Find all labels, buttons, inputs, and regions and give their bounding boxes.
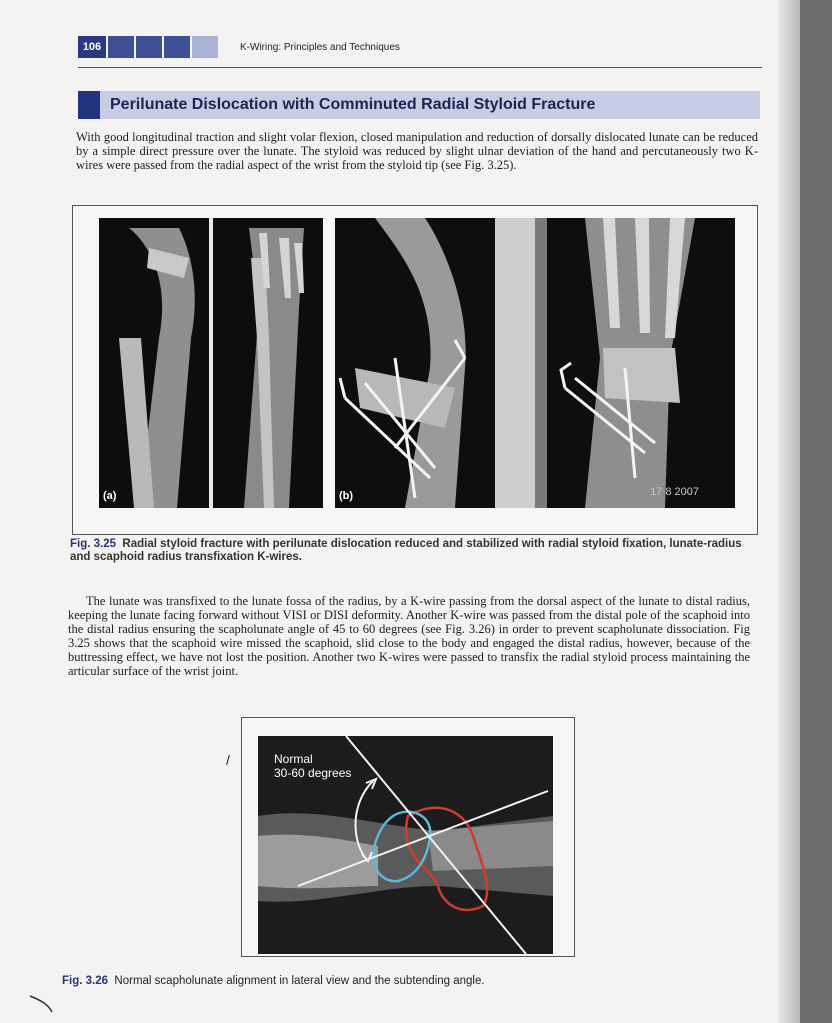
section-heading-bar bbox=[78, 91, 100, 119]
page-curl-mark bbox=[28, 992, 58, 1016]
caption-ref: Fig. 3.25 bbox=[70, 538, 117, 550]
figure-3-25-caption bbox=[70, 538, 758, 564]
figure-3-26-caption bbox=[62, 975, 742, 988]
header-block bbox=[192, 36, 218, 58]
figure-3-26 bbox=[241, 717, 575, 957]
annotation-line-1: Normal bbox=[274, 752, 313, 766]
header-block bbox=[108, 36, 134, 58]
xray-b-image bbox=[335, 218, 735, 508]
xray-a-image bbox=[99, 218, 323, 508]
caption-ref: Fig. 3.26 bbox=[62, 975, 109, 987]
running-title: K-Wiring: Principles and Techniques bbox=[240, 42, 400, 53]
page-number: 106 bbox=[78, 36, 106, 58]
panel-label-a: (a) bbox=[103, 490, 117, 502]
panel-label-b: (b) bbox=[339, 490, 354, 502]
header-block bbox=[136, 36, 162, 58]
xray-lateral-wrist bbox=[258, 736, 553, 954]
angle-annotation bbox=[274, 752, 351, 780]
body-paragraph-1: With good longitudinal traction and slight volar flexion, closed manipulation and reduction of dorsally dislocated lunate can be reduced by a simple direct pressure over the lunate. The styloid was reduced by slight ulnar deviation of the hand and percutaneously two K-wires were passed from the radial aspect of the wrist from the styloid tip (see Fig. 3.25). bbox=[76, 130, 758, 172]
page-gutter-shadow bbox=[778, 0, 800, 1023]
section-heading bbox=[78, 91, 760, 119]
section-title: Perilunate Dislocation with Comminuted Radial Styloid Fracture bbox=[110, 96, 596, 113]
date-stamp: 17 8 2007 bbox=[650, 486, 699, 498]
caption-text: Radial styloid fracture with perilunate dislocation reduced and stabilized with radial styloid fixation, lunate-radius and scaphoid radius transfixation K-wires. bbox=[70, 538, 742, 563]
pen-mark: / bbox=[226, 752, 230, 768]
caption-text: Normal scapholunate alignment in lateral view and the subtending angle. bbox=[114, 975, 485, 987]
xray-panel-a bbox=[99, 218, 323, 508]
body-paragraph-2: The lunate was transfixed to the lunate fossa of the radius, by a K-wire passing from the dorsal aspect of the lunate to distal radius, keeping the lunate facing forward without VISI or DISI deformity. Another K-wire was passed from the distal pole of the scaphoid into the distal radius ensuring the scapholunate angle of 45 to 60 degrees (see Fig. 3.26) in order to prevent scapholunate dissociation. Fig 3.25 shows that the scaphoid wire missed the scaphoid, slid close to the body and engaged the distal radius, however, because of the buttressing effect, we have not lost the position. Another two K-wires were passed to transfix the radial styloid process maintaining the articular surface of the wrist joint. bbox=[68, 594, 750, 678]
figure-3-25 bbox=[72, 205, 758, 535]
page-header bbox=[78, 36, 758, 58]
annotation-line-2: 30-60 degrees bbox=[274, 766, 352, 780]
xray-panel-b bbox=[335, 218, 735, 508]
header-block bbox=[164, 36, 190, 58]
header-rule bbox=[78, 67, 762, 68]
